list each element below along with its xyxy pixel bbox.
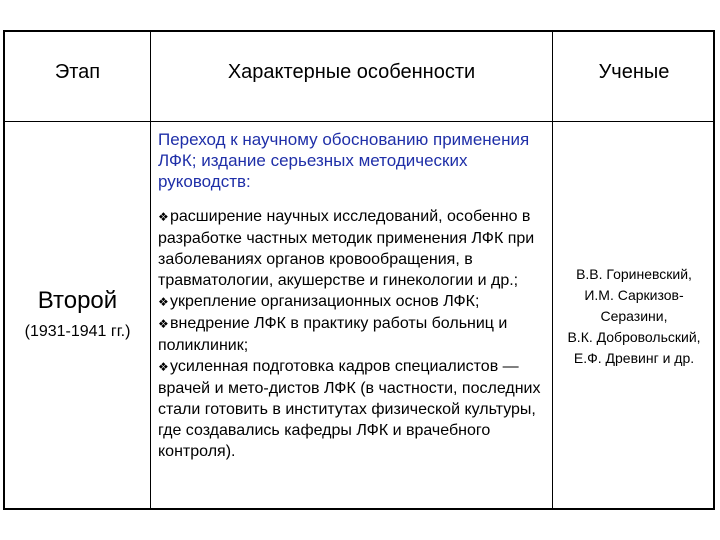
header-features: Характерные особенности bbox=[227, 61, 476, 83]
list-item-text: внедрение ЛФК в практику работы больниц и поликлиник; bbox=[158, 315, 508, 354]
scientist-line: Е.Ф. Древинг и др. bbox=[573, 350, 695, 366]
list-item-text: усиленная подготовка кадров специалистов — врачей и мето-дистов ЛФК (в частности, последних стали готовить в институтах физической культуры, где создавались кафедры ЛФК и врачебного контроля). bbox=[158, 358, 541, 460]
scientist-line: И.М. Саркизов- bbox=[584, 287, 684, 303]
header-stage: Этап bbox=[54, 61, 101, 83]
diamond-bullet-icon: ❖ bbox=[158, 210, 169, 224]
features-list bbox=[158, 206, 550, 462]
list-item bbox=[158, 291, 550, 313]
features-intro: Переход к научному обоснованию применения ЛФК; издание серьезных методических руководств: bbox=[158, 130, 530, 191]
stage-years: (1931-1941 гг.) bbox=[24, 323, 131, 340]
features-cell bbox=[158, 129, 550, 462]
scientist-line: В.В. Гориневский, bbox=[576, 266, 692, 282]
history-table bbox=[3, 30, 715, 510]
scientist-line: В.К. Добровольский, bbox=[567, 329, 701, 345]
list-item-text: укрепление организационных основ ЛФК; bbox=[170, 293, 480, 310]
list-item-text: расширение научных исследований, особенно в разработке частных методик применения ЛФК при заболеваниях органов кровообращения, в травматологии, акушерстве и гинекологии и др.; bbox=[158, 208, 535, 289]
list-item bbox=[158, 313, 550, 356]
header-scientists: Ученые bbox=[598, 61, 670, 83]
diamond-bullet-icon: ❖ bbox=[158, 317, 169, 331]
scientist-line: Серазини, bbox=[600, 308, 668, 324]
column-divider bbox=[150, 32, 151, 508]
list-item bbox=[158, 356, 550, 462]
scientists-cell bbox=[553, 264, 715, 369]
list-item bbox=[158, 206, 550, 291]
stage-name: Второй bbox=[37, 287, 118, 314]
diamond-bullet-icon: ❖ bbox=[158, 295, 169, 309]
header-divider bbox=[5, 121, 713, 122]
diamond-bullet-icon: ❖ bbox=[158, 360, 169, 374]
